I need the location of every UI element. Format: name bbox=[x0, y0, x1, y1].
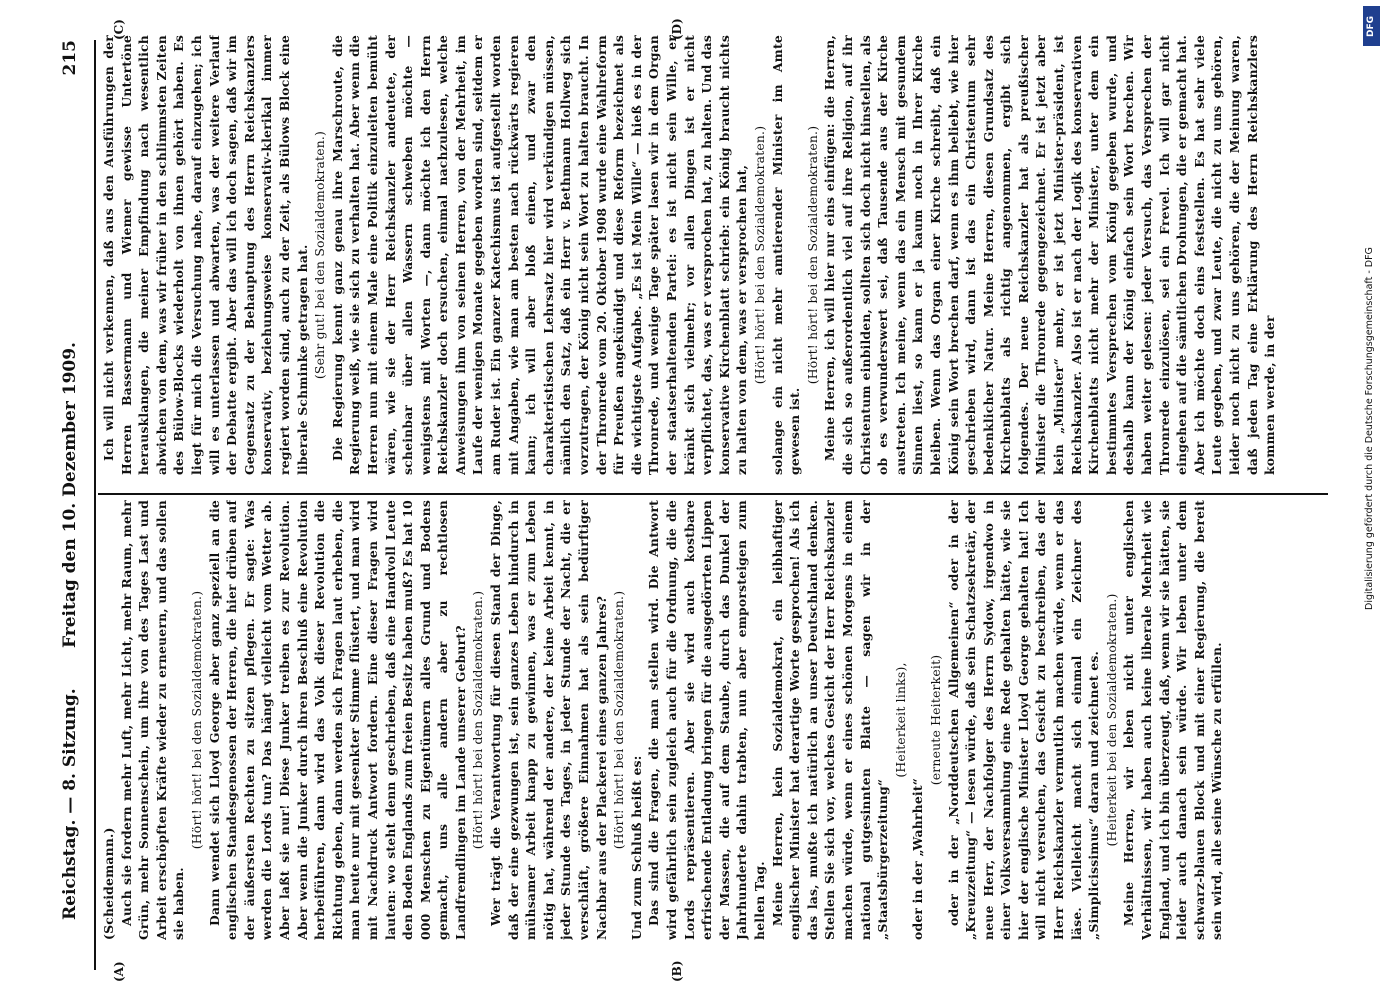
margin-marker-d: (D) bbox=[670, 18, 684, 40]
right-text-column bbox=[100, 35, 1330, 475]
paragraph: oder in der „Norddeutschen Allgemeinen“ oder in der „Kreuzzeitung“ — lesen würde, daß sein Schatzsekretär, der neue Herr, der Nachfolger des Herrn Sydow, irgendwo in einer Volksversammlung eine Rede gehalten hätte, wie sie hier der englische Minister Lloyd George gehalten hat! Ich will nicht versuchen, das Gesicht zu beschreiben, das der Herr Reichskanzler vermutlich machen würde, wenn er das läse. Vielleicht macht sich einmal ein Zeichner des „Simplicissimus“ daran und zeichnet es. bbox=[945, 500, 1102, 940]
column-separator bbox=[98, 493, 1328, 495]
paragraph: Dann wendet sich Lloyd George aber ganz speziell an die englischen Standesgenossen der Herren, die hier drüben auf der äußersten Rechten zu sitzen pflegen. Er sagte: Was werden die Lords tun? Das hängt vielleicht vom Wetter ab. Aber laßt sie nur! Diese Junker treiben es zur Revolution. Aber wenn die Junker durch ihren Beschluß eine Revolution herbeiführen, dann wird das Volk dieser Revolution die Richtung geben, dann werden sich Fragen laut erheben, die man heute nur mit gesenkter Stimme flüstert, und man wird mit Nachdruck Antwort fordern. Eine dieser Fragen wird lauten: wo steht denn geschrieben, daß eine Handvoll Leute den Boden Englands zum freien Besitz haben muß? Es hat 10 000 Menschen zu Eigentümern alles Grund und Bodens gemacht, uns alle andern aber zu rechtlosen Landfremdlingen im Lande unserer Geburt? bbox=[206, 500, 468, 940]
paragraph: Und zum Schluß heißt es: bbox=[628, 755, 644, 940]
paragraph: (Scheidemann.) bbox=[101, 827, 116, 940]
paragraph: Wer trägt die Verantwortung für diesen Stand der Dinge, daß der eine gezwungen ist, sein ganzes Leben hindurch in mühsamer Arbeit knapp zu gewinnen, was er zum Leben nötig hat, während der andere, der keine Arbeit kennt, in jeder Stunde des Tages, in jeder Stunde der Nacht, die er verschläft, größere Einnahmen hat als sein bedürftiger Nachbar aus der Plackerei eines ganzen Jahres? bbox=[488, 500, 609, 940]
paragraph: oder in der „Wahrheit“ bbox=[910, 777, 926, 940]
dfg-logo: DFG bbox=[1363, 6, 1380, 46]
paragraph: Die Regierung kennt ganz genau ihre Marschroute, die Regierung weiß, wie sie sich zu verhalten hat. Aber wenn die Herren nun mit einem Male eine Politik einzuleiten bemüht wären, wie sie der Herr Reichskanzler andeutete, der scheinbar über allen Wassern schweben möchte — wenigstens mit Worten —, dann möchte ich den Herrn Reichskanzler doch ersuchen, einmal nachzulesen, welche Anweisungen ihm von seinen Herren, von der Mehrheit, im Laufe der wenigen Monate gegeben worden sind, seitdem er am Ruder ist. Ein ganzer Katechismus ist aufgestellt worden mit Angaben, wie man am besten nach rückwärts regieren kann; ich will aber bloß einen, und zwar den charakteristischen Lehrsatz hier wird verkündigen müssen, nämlich den Satz, daß ein Herr v. Bethmann Hollweg sich vorzutragen, der König nicht sein Wort zu halten braucht. In der Thronrede vom 20. Oktober 1908 wurde eine Wahlreform für Preußen angekündigt und diese Reform bezeichnet als die wichtigste Aufgabe. „Es ist Mein Wille“ — hieß es in der Thronrede, und wenige Tage später lasen wir in dem Organ der staatserhaltenden Partei: es ist nicht sein Wille, er kränkt sich vielmehr; vor allen Dingen ist er nicht verpflichtet, das, was er versprochen hat, zu halten. Und das konservative Kirchenblatt schrieb: ein König braucht nichts zu halten von dem, was er versprochen hat, bbox=[329, 35, 750, 475]
interjection: (Hört! hört! bei den Sozialdemokraten.) bbox=[470, 590, 486, 850]
paragraph: Das sind die Fragen, die man stellen wird. Die Antwort wird gefährlich sein zugleich auch für die Ordnung, die die Lords repräsentieren. Aber sie wird auch kostbare erfrischende Entladung bringen für die ausgedörrten Lippen der Massen, die auf dem Staube, durch das Dunkel der Jahrhunderte dahin trabten, nun aber emporsteigen zum hellen Tag. bbox=[646, 500, 767, 940]
interjection: (Hört! hört! bei den Sozialdemokraten.) bbox=[188, 590, 204, 850]
interjection: (Sehr gut! bei den Sozialdemokraten.) bbox=[312, 130, 328, 380]
page-header bbox=[60, 30, 90, 960]
interjection: (Hört! hört! bei den Sozialdemokraten.) bbox=[804, 125, 820, 385]
paragraph: Auch sie fordern mehr Luft, mehr Licht, mehr Raum, mehr Grün, mehr Sonnenschein, um ihre von des Tages Last und Arbeit erschöpften Kräfte wieder zu erneuern, und das sollen sie haben. bbox=[118, 500, 187, 940]
digitization-sidebar bbox=[1362, 0, 1383, 1000]
interjection: (Heiterkeit links), bbox=[892, 662, 908, 778]
left-text-column bbox=[100, 500, 1330, 940]
paragraph: Meine Herren, wir leben nicht unter englischen Verhältnissen, wir haben auch keine liberale Mehrheit wie England, und ich bin überzeugt, daß, wenn wir sie hätten, sie leider auch danach sein würde. Wir leben unter dem schwarz-blauen Block und mit einer Regierung, die bereit sein wird, alle seine Wünsche zu erfüllen. bbox=[1121, 500, 1225, 940]
paragraph: Meine Herren, ich will hier nur eins einfügen: die Herren, die sich so außerordentlich viel auf ihre Religion, auf ihr Christentum einbilden, sollten sich doch nicht hinstellen, als ob es verwunderswert sei, daß Tausende aus der Kirche austreten. Ich meine, wenn das ein Mensch mit gesundem Sinnen liest, so kann er ja kaum noch in Ihrer Kirche bleiben. Wenn das Organ einer Kirche schreibt, daß ein König sein Wort brechen darf, wenn es ihm beliebt, wie hier geschrieben wird, dann ist das ein Christentum sehr bedenklicher Natur. Meine Herren, diesen Grundsatz des Kirchenblatts als richtig angenommen, ergibt sich folgendes. Der neue Reichskanzler hat als preußischer Minister die Thronrede gegengezeichnet. Er ist jetzt aber kein „Minister“ mehr, er ist jetzt Minister-präsident, ist Reichskanzler. Also ist er nach der Logik des konservativen Kirchenblatts nicht mehr der Minister, unter dem ein bestimmtes Versprechen vom König gegeben wurde, und deshalb kann der König einfach sein Wort brechen. Wir haben weiter gelesen: jeder Versuch, das Versprechen der Thronrede einzulösen, sei ein Frevel. Ich will gar nicht eingehen auf die sämtlichen Drohungen, die er gemacht hat. Aber ich möchte doch eins feststellen. Es hat sehr viele Leute gegeben, und zwar Leute, die nicht zu uns gehören, leider noch nicht zu uns gehören, die der Meinung waren, daß jeden Tag eine Erklärung des Herrn Reichskanzlers kommen werde, in der bbox=[822, 35, 1278, 475]
paragraph: Ich will nicht verkennen, daß aus den Ausführungen der Herren Bassermann und Wiemer gewisse Untertöne herausklangen, die meiner Empfindung nach wesentlich abwichen von dem, was wir früher in den schlimmsten Zeiten des Bülow-Blocks wiederholt von ihnen gehört haben. Es liegt für mich die Versuchung nahe, darauf einzugehen; ich will es unterlassen und abwarten, was der weitere Verlauf der Debatte ergibt. Aber das will ich doch sagen, daß wir im Gegensatz zu der Behauptung des Herrn Reichskanzlers konservativ, beziehungsweise konservativ-klerikal immer regiert worden sind, auch zu der Zeit, als Bülows Block eine liberale Schminke getragen hat. bbox=[101, 35, 310, 475]
paragraph: Meine Herren, kein Sozialdemokrat, ein leibhaftiger englischer Minister hat derartige Worte gesprochen! Als ich das las, mußte ich natürlich an unser Deutschland denken. Stellen Sie sich vor, welches Gesicht der Herr Reichskanzler machen würde, wenn er eines schönen Morgens in einem national gutgesinnten Blatte — sagen wir in der „Staatsbürgerzeitung“ bbox=[769, 500, 891, 940]
margin-marker-c: (C) bbox=[112, 19, 126, 40]
header-rule bbox=[94, 40, 96, 970]
digitization-credit: Digitalisierung gefördert durch die Deutsche Forschungsgemeinschaft - DFG bbox=[1364, 247, 1375, 610]
paragraph: solange ein nicht mehr amtierender Minister im Amte gewesen ist. bbox=[769, 35, 803, 475]
page-number: 215 bbox=[60, 40, 80, 76]
interjection: (Hört! hört! bei den Sozialdemokraten.) bbox=[611, 590, 627, 850]
margin-marker-a: (A) bbox=[112, 961, 126, 982]
margin-marker-b: (B) bbox=[670, 960, 684, 982]
header-left: Reichstag. — 8. Sitzung. bbox=[60, 688, 80, 920]
interjection: (Heiterkeit bei den Sozialdemokraten.) bbox=[1103, 593, 1119, 847]
interjection: (erneute Heiterkeit) bbox=[927, 654, 943, 786]
header-date: Freitag den 10. Dezember 1909. bbox=[60, 342, 80, 648]
interjection: (Hört! hört! bei den Sozialdemokraten.) bbox=[751, 125, 767, 385]
